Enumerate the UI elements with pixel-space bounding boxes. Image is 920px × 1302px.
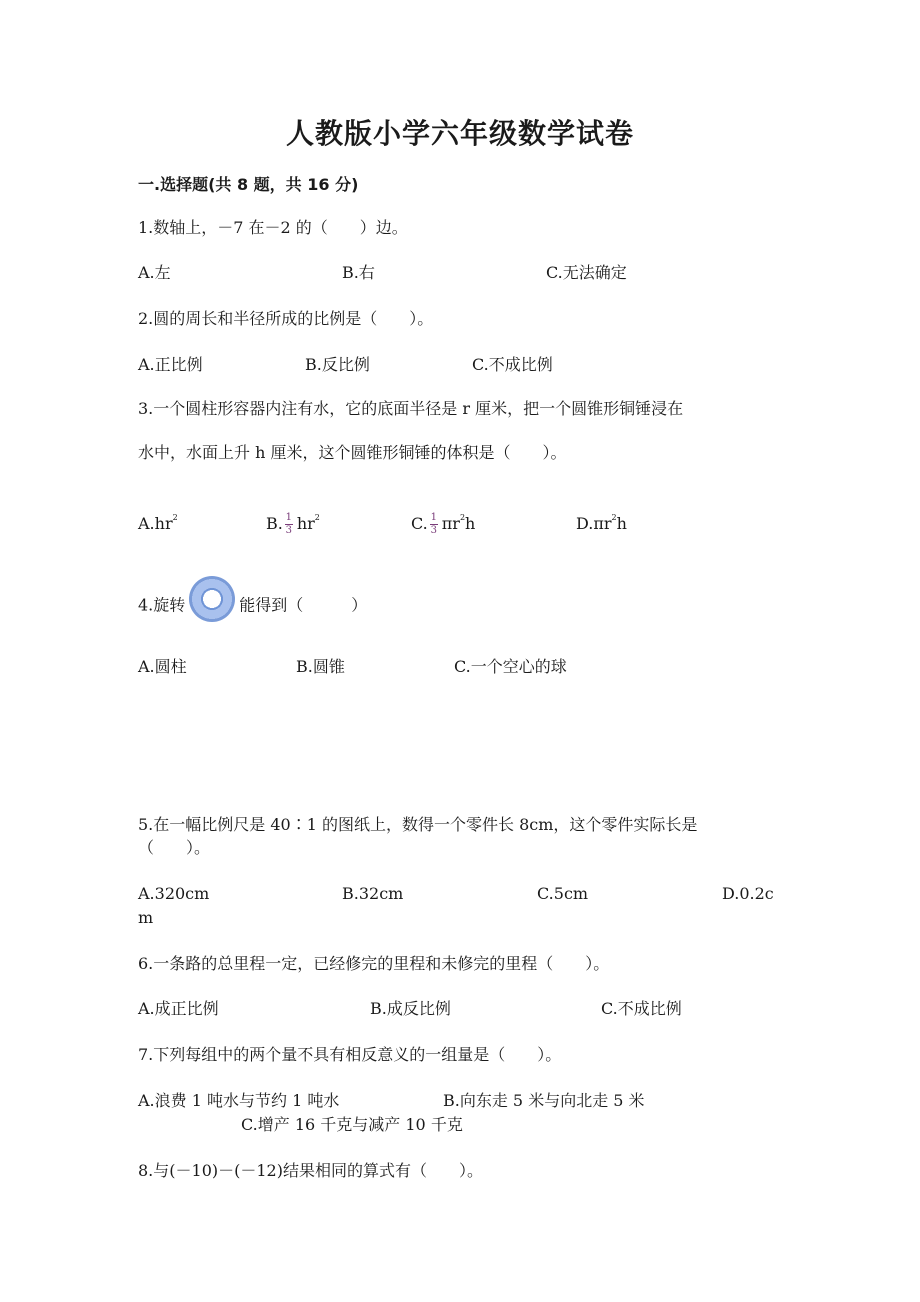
- question-8: 8.与(－10)－(－12)结果相同的算式有（ ）。: [138, 1161, 483, 1180]
- q5-option-d-wrap: m: [138, 908, 154, 927]
- q5-option-d: D.0.2c: [722, 884, 774, 903]
- q7-option-b: B.向东走 5 米与向北走 5 米: [443, 1091, 645, 1110]
- q4-option-a: A.圆柱: [138, 657, 187, 676]
- question-5-line-1: 5.在一幅比例尺是 40∶1 的图纸上，数得一个零件长 8cm，这个零件实际长是: [138, 815, 698, 834]
- q6-option-c: C.不成比例: [601, 999, 682, 1018]
- ring-icon: [189, 576, 235, 622]
- q1-option-c: C.无法确定: [546, 263, 627, 282]
- q5-option-b: B.32cm: [342, 884, 404, 903]
- question-7: 7.下列每组中的两个量不具有相反意义的一组量是（ ）。: [138, 1045, 562, 1064]
- page-title: 人教版小学六年级数学试卷: [285, 117, 634, 150]
- q4-option-b: B.圆锥: [296, 657, 345, 676]
- question-3-line-1: 3.一个圆柱形容器内注有水，它的底面半径是 r 厘米，把一个圆锥形铜锤浸在: [138, 399, 684, 418]
- q2-option-b: B.反比例: [305, 355, 370, 374]
- question-4: 4.旋转 能得到（ ）: [138, 590, 367, 622]
- q7-option-a: A.浪费 1 吨水与节约 1 吨水: [138, 1091, 340, 1110]
- question-2: 2.圆的周长和半径所成的比例是（ ）。: [138, 309, 434, 328]
- q6-option-b: B.成反比例: [370, 999, 451, 1018]
- q3-option-b: B. $\frac{1}{3}$ $hr^2$: [266, 512, 320, 536]
- q2-option-a: A.正比例: [138, 355, 203, 374]
- question-3-line-2: 水中，水面上升 h 厘米，这个圆锥形铜锤的体积是（ ）。: [138, 443, 567, 462]
- fraction-one-third: $\frac{1}{3}$: [430, 512, 437, 536]
- q3-option-c: C. $\frac{1}{3}$ $\pi r^2h$: [411, 512, 476, 536]
- q7-option-c: C.增产 16 千克与减产 10 千克: [241, 1115, 463, 1134]
- q3-option-a: $A.hr^2$: [138, 513, 178, 533]
- fraction-one-third: $\frac{1}{3}$: [285, 512, 293, 536]
- question-6: 6.一条路的总里程一定，已经修完的里程和未修完的里程（ ）。: [138, 954, 610, 973]
- question-5-line-2: （ ）。: [138, 838, 211, 857]
- q5-option-c: C.5cm: [537, 884, 589, 903]
- section-heading: 一.选择题(共 8 题，共 16 分): [138, 175, 359, 194]
- q1-option-a: A.左: [138, 263, 171, 282]
- q5-option-a: A.320cm: [138, 884, 210, 903]
- q6-option-a: A.成正比例: [138, 999, 219, 1018]
- q4-option-c: C.一个空心的球: [454, 657, 567, 676]
- q3-option-d: $D.\pi r^2h$: [576, 513, 627, 533]
- q2-option-c: C.不成比例: [472, 355, 553, 374]
- question-1: 1.数轴上，－7 在－2 的（ ）边。: [138, 218, 408, 237]
- q1-option-b: B.右: [342, 263, 375, 282]
